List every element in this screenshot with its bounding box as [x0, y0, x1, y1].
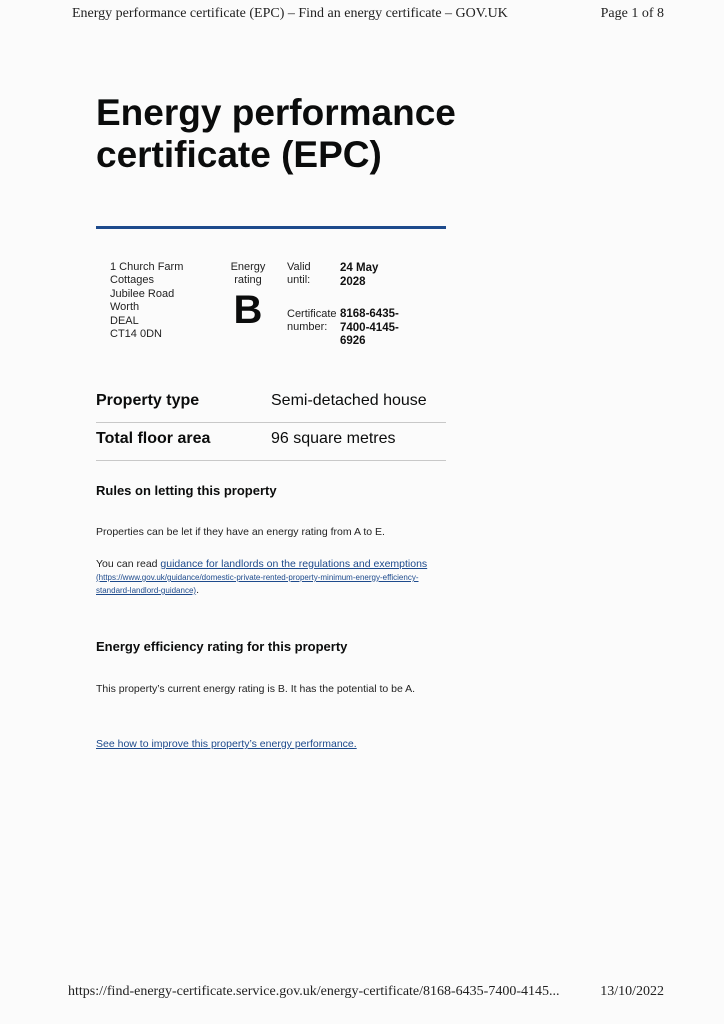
valid-until-label-line-2: until:: [287, 274, 311, 287]
certificate-number-label-line-1: Certificate: [287, 308, 337, 320]
address-line: 1 Church Farm: [110, 261, 184, 273]
print-page-number: Page 1 of 8: [600, 6, 664, 21]
page-title: [96, 92, 516, 176]
energy-rating-label: [225, 261, 271, 288]
address-line: DEAL: [110, 314, 139, 327]
address-line: Jubilee Road: [110, 287, 175, 300]
letting-rules-text: Properties can be let if they have an energy rating from A to E.: [96, 526, 385, 538]
address-line: Worth: [110, 301, 140, 314]
letting-rules-heading: Rules on letting this property: [96, 483, 277, 498]
property-type-label: Property type: [96, 392, 200, 409]
landlord-guidance-link-text: guidance for landlords on the regulations and exemptions: [160, 558, 428, 570]
certificate-number-line-1: 8168-6435-: [340, 308, 399, 320]
floor-area-value: 96 square metres: [271, 430, 396, 447]
energy-rating-label-line-1: Energy: [230, 261, 266, 273]
certificate-number-value: [340, 308, 420, 349]
certificate-number-line-2: 7400-4145-: [340, 321, 399, 334]
title-divider: [96, 226, 446, 229]
valid-until-value-line-2: 2028: [340, 275, 366, 288]
efficiency-rating-heading: Energy efficiency rating for this property: [96, 639, 348, 654]
certificate-number-line-3: 6926: [340, 335, 366, 348]
print-footer-date: 13/10/2022: [600, 984, 664, 999]
certificate-number-label-line-2: number:: [287, 321, 328, 334]
energy-rating-label-line-2: rating: [234, 274, 262, 287]
landlord-guidance-url: (https://www.gov.uk/guidance/domestic-private-rented-property-minimum-energy-efficiency-standard-landlord-guidance): [96, 573, 419, 595]
improve-performance-link[interactable]: See how to improve this property’s energy performance.: [96, 738, 357, 750]
property-type-row: [96, 384, 446, 423]
valid-until-label: [287, 261, 335, 288]
valid-until-value-line-1: 24 May: [340, 262, 379, 274]
floor-area-label: Total floor area: [96, 430, 211, 447]
valid-until-value: [340, 262, 410, 289]
print-footer-url: https://find-energy-certificate.service.gov.uk/energy-certificate/8168-6435-7400-4145...: [68, 984, 560, 999]
energy-rating-value: B: [233, 288, 263, 332]
property-type-value: Semi-detached house: [271, 392, 427, 409]
efficiency-rating-text: This property’s current energy rating is B. It has the potential to be A.: [96, 683, 416, 695]
page-title-line-1: Energy performance: [96, 92, 456, 133]
landlord-guidance-paragraph: [96, 558, 446, 597]
print-footer: [68, 984, 664, 1000]
page-title-line-2: certificate (EPC): [96, 134, 382, 175]
print-header: [72, 6, 664, 22]
address-line: Cottages: [110, 274, 155, 287]
address-line: CT14 0DN: [110, 328, 162, 341]
floor-area-row: [96, 422, 446, 461]
valid-until-label-line-1: Valid: [287, 261, 311, 273]
print-header-title: Energy performance certificate (EPC) – Find an energy certificate – GOV.UK: [72, 6, 508, 21]
certificate-number-label: [287, 308, 341, 335]
landlord-guidance-prefix: You can read: [96, 558, 161, 570]
property-address: [110, 261, 225, 341]
landlord-guidance-suffix: .: [196, 584, 199, 596]
